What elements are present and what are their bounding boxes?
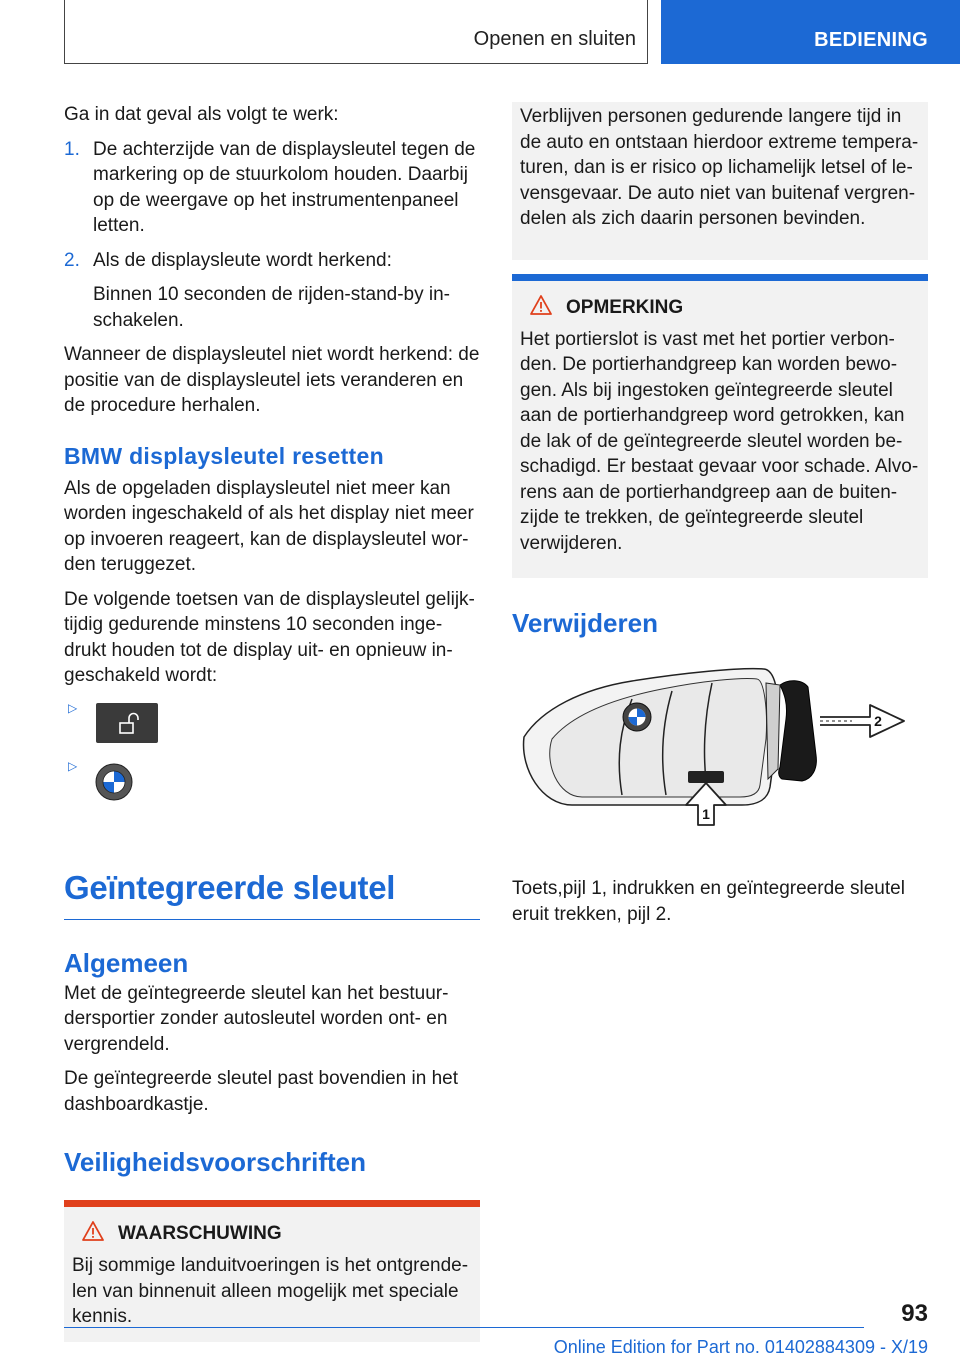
figure-caption: Toets,pijl 1, indrukken en geïntegreerde sleutel eruit trekken, pijl 2. [512,878,905,925]
unlock-button-icon [96,703,158,743]
header-chapter-tab[interactable]: BEDIENING [661,0,960,64]
note-title-row [530,295,920,321]
arrow-1-label: 1 [702,806,710,822]
button-list-item-bmw [64,758,480,833]
warning-box [64,1200,480,1342]
note-box [512,274,928,579]
note-text: Het portierslot is vast met het portier verbon-den. De portierhandgreep kan worden bewo-gen. Als bij ingestoken geïntegreerde sleutel aan de portierhandgreep word getrokken, kan de lak of de geïntegreerde sleutel worden be-schadigd. Er bestaat gevaar voor schade. Alvo-rens aan de portierhandgreep aan de buiten-zijde te trekken, de geïntegreerde sleutel verwijderen. [520,328,919,554]
step-text: De achterzijde van de displaysleutel tegen de markering op de stuurkolom houden. Daarbij op de weergave op het instrumentenpaneel letten. [93,138,476,236]
right-column [512,102,928,927]
integrated-key-heading: Geïntegreerde sleutel [64,869,480,920]
general-heading: Algemeen [64,947,189,978]
warning-title-row [82,1221,472,1247]
step-item [64,137,480,239]
warning-continuation-box [512,102,928,260]
step-number: 2. [64,249,80,271]
step-list [64,137,480,334]
note-bar [512,274,928,281]
warning-triangle-icon [82,1221,104,1247]
reset-heading: BMW displaysleutel resetten [64,442,384,469]
step-text: Als de displaysleute wordt herkend: [93,249,392,271]
safety-heading: Veiligheidsvoorschriften [64,1147,366,1177]
step-item [64,248,480,334]
reset-paragraph-1: Als de opgeladen displaysleutel niet meer kan worden ingeschakeld of als het display niet meer op invoeren reageert, kan de displaysleutel wor-den teruggezet. [64,477,474,575]
left-column [64,102,480,1342]
warning-bar [64,1200,480,1207]
arrow-2-label: 2 [874,713,882,729]
general-paragraph-1: Met de geïntegreerde sleutel kan het bestuur-dersportier zonder autosleutel worden ont- en vergrendeld. [64,982,449,1055]
page-number: 93 [901,1300,928,1327]
bullet-marker: ▷ [68,758,78,773]
header-section-title: Openen en sluiten [473,28,636,50]
bmw-logo-button-icon [95,763,133,801]
intro-text: Ga in dat geval als volgt te werk: [64,104,339,125]
note-title: OPMERKING [566,296,684,318]
button-list-item-lock [64,700,480,763]
bullet-marker: ▷ [68,700,78,715]
footer-edition-text: Online Edition for Part no. 01402884309 - X/19 [553,1337,928,1357]
warning-continuation-text: Verblijven personen gedurende langere tijd in de auto en ontstaan hierdoor extreme tempera-turen, dan is er risico op lichamelijk letsel of le-vensgevaar. De auto niet van buitenaf vergren-delen als zich daarin personen bevinden. [520,106,919,229]
warning-title: WAARSCHUWING [118,1223,282,1244]
remove-heading: Verwijderen [512,608,658,638]
general-paragraph-2: De geïntegreerde sleutel past bovendien in het dashboardkastje. [64,1068,458,1115]
step-number: 1. [64,138,80,160]
step-subtext: Binnen 10 seconden de rijden-stand-by in-schakelen. [93,284,451,331]
reset-paragraph-2: De volgende toetsen van de displaysleutel gelijk-tijdig gedurende minstens 10 seconden inge-drukt houden tot de display uit- en opnieuw in-geschakeld wordt: [64,588,475,686]
not-recognized-text: Wanneer de displaysleutel niet wordt herkend: de positie van de displaysleutel iets veranderen en de procedure herhalen. [64,344,480,416]
warning-text: Bij sommige landuitvoeringen is het ontgrende-len van binnenuit alleen mogelijk met speciale kennis. [72,1255,469,1327]
key-removal-illustration [512,659,928,854]
note-triangle-icon [530,295,552,321]
footer-divider [64,1327,864,1328]
